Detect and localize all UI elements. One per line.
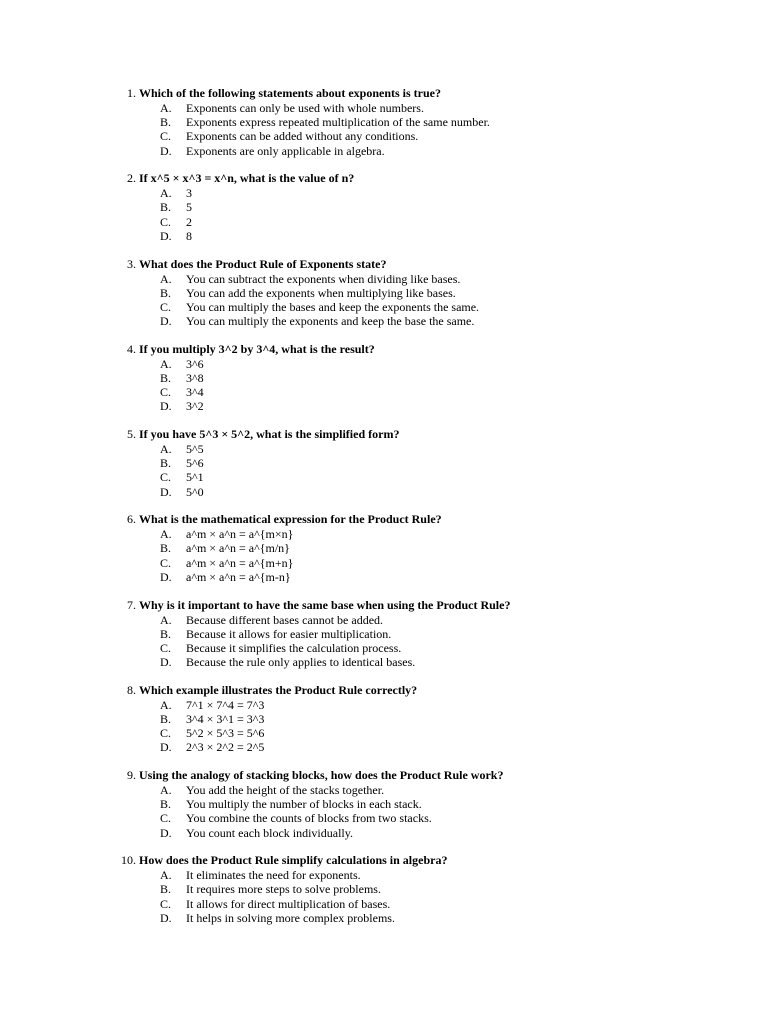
answer-option-a [0,527,768,541]
answer-option-c [0,897,768,911]
option-text: You combine the counts of blocks from two stacks. [186,811,432,826]
question-text: What is the mathematical expression for the Product Rule? [139,512,442,527]
option-letter: C. [160,640,172,655]
answer-option-b [0,541,768,555]
question-line [0,853,768,868]
option-text: Exponents can be added without any conditions. [186,129,419,144]
option-text: It eliminates the need for exponents. [186,868,361,883]
option-text: 8 [186,228,192,243]
option-text: 5 [186,200,192,215]
question-number: 6. [127,512,136,527]
option-text: You can subtract the exponents when dividing like bases. [186,271,461,286]
answer-option-a [0,186,768,200]
option-text: a^m × a^n = a^{m×n} [186,527,294,542]
answer-option-b [0,286,768,300]
option-letter: B. [160,370,172,385]
answer-option-c [0,470,768,484]
question-text: If x^5 × x^3 = x^n, what is the value of n? [139,171,355,186]
answer-option-d [0,399,768,413]
question-number: 9. [127,768,136,782]
question-2 [0,171,768,243]
option-letter: A. [160,868,172,883]
question-text: If you have 5^3 × 5^2, what is the simplified form? [139,427,400,441]
option-letter: D. [160,228,172,243]
answer-option-d [0,911,768,925]
answer-option-c [0,726,768,740]
question-9 [0,768,768,840]
option-text: It allows for direct multiplication of bases. [186,896,391,911]
option-letter: D. [160,399,172,414]
answer-options [0,527,768,584]
answer-option-b [0,882,768,896]
answer-option-d [0,826,768,840]
answer-option-b [0,371,768,385]
option-letter: A. [160,271,172,286]
option-letter: A. [160,697,172,712]
question-line [0,427,768,442]
option-text: 3^2 [186,399,204,414]
answer-options [0,613,768,670]
option-letter: B. [160,456,172,471]
question-text: What does the Product Rule of Exponents state? [139,256,387,271]
question-text: Which of the following statements about exponents is true? [139,86,441,100]
answer-option-b [0,712,768,726]
option-letter: B. [160,285,172,300]
option-letter: C. [160,299,172,314]
question-8 [0,683,768,755]
option-text: a^m × a^n = a^{m+n} [186,555,294,570]
question-line [0,86,768,101]
question-1 [0,86,768,158]
option-text: Exponents can only be used with whole numbers. [186,101,424,115]
option-text: 5^1 [186,470,204,485]
option-letter: A. [160,612,172,627]
option-text: Exponents are only applicable in algebra. [186,143,385,158]
question-10 [0,853,768,925]
option-letter: B. [160,626,172,641]
question-line [0,598,768,613]
option-letter: B. [160,711,172,726]
option-letter: C. [160,470,172,485]
answer-option-c [0,641,768,655]
option-text: Because it simplifies the calculation process. [186,640,402,655]
option-text: 7^1 × 7^4 = 7^3 [186,697,265,712]
answer-options [0,868,768,925]
option-letter: D. [160,825,172,840]
option-letter: C. [160,214,172,229]
answer-option-a [0,101,768,115]
answer-option-a [0,442,768,456]
question-4 [0,342,768,414]
option-letter: C. [160,555,172,570]
answer-option-d [0,229,768,243]
answer-option-c [0,811,768,825]
option-letter: C. [160,896,172,911]
question-text: Why is it important to have the same base when using the Product Rule? [139,597,511,612]
question-number: 7. [127,597,136,612]
option-text: 3^4 × 3^1 = 3^3 [186,711,265,726]
option-letter: A. [160,783,172,797]
question-number: 3. [127,256,136,271]
question-list [0,86,768,925]
answer-option-d [0,740,768,754]
option-text: You add the height of the stacks together. [186,783,385,797]
option-text: 5^2 × 5^3 = 5^6 [186,726,265,741]
answer-option-c [0,300,768,314]
answer-options [0,442,768,499]
option-text: It helps in solving more complex problems. [186,910,395,925]
option-text: 5^6 [186,456,204,471]
answer-option-d [0,144,768,158]
option-text: You can add the exponents when multiplying like bases. [186,285,456,300]
option-text: 3 [186,186,192,201]
option-letter: A. [160,527,172,542]
question-number: 2. [127,171,136,186]
answer-option-a [0,868,768,882]
answer-option-a [0,698,768,712]
option-letter: D. [160,740,172,755]
question-7 [0,598,768,670]
answer-option-d [0,485,768,499]
answer-option-a [0,613,768,627]
answer-option-d [0,570,768,584]
question-text: Using the analogy of stacking blocks, how does the Product Rule work? [139,768,504,782]
answer-option-b [0,115,768,129]
question-number: 8. [127,682,136,697]
option-letter: D. [160,569,172,584]
answer-option-a [0,272,768,286]
answer-options [0,698,768,755]
question-3 [0,257,768,329]
question-number: 5. [127,427,136,441]
answer-option-d [0,655,768,669]
option-letter: D. [160,314,172,329]
option-text: You can multiply the exponents and keep the base the same. [186,314,475,329]
option-text: Exponents express repeated multiplication of the same number. [186,115,490,130]
question-text: How does the Product Rule simplify calculations in algebra? [139,853,448,868]
answer-options [0,783,768,840]
question-line [0,342,768,357]
answer-option-d [0,314,768,328]
option-letter: C. [160,811,172,826]
answer-option-b [0,627,768,641]
option-text: You can multiply the bases and keep the exponents the same. [186,299,480,314]
option-letter: D. [160,484,172,499]
option-letter: D. [160,910,172,925]
answer-option-c [0,129,768,143]
option-text: a^m × a^n = a^{m-n} [186,569,291,584]
option-text: You count each block individually. [186,825,353,840]
question-line [0,512,768,527]
answer-options [0,186,768,243]
option-text: 5^5 [186,442,204,456]
option-text: 2 [186,214,192,229]
answer-option-b [0,456,768,470]
option-text: 5^0 [186,484,204,499]
question-line [0,768,768,783]
option-text: 3^6 [186,356,204,371]
question-text: If you multiply 3^2 by 3^4, what is the result? [139,341,375,356]
answer-options [0,101,768,158]
option-letter: C. [160,129,172,144]
option-text: 2^3 × 2^2 = 2^5 [186,740,265,755]
option-letter: C. [160,726,172,741]
answer-option-c [0,385,768,399]
option-text: 3^8 [186,370,204,385]
option-text: a^m × a^n = a^{m/n} [186,541,290,556]
option-text: Because the rule only applies to identical bases. [186,655,416,670]
question-6 [0,512,768,584]
option-letter: C. [160,385,172,400]
answer-options [0,357,768,414]
question-number: 1. [127,86,136,100]
option-letter: D. [160,143,172,158]
option-letter: B. [160,115,172,130]
answer-options [0,272,768,329]
option-letter: A. [160,186,172,201]
question-line [0,683,768,698]
option-letter: B. [160,797,172,812]
answer-option-a [0,357,768,371]
option-letter: D. [160,655,172,670]
question-number: 4. [127,341,136,356]
question-number: 10. [121,853,136,868]
question-text: Which example illustrates the Product Rule correctly? [139,682,418,697]
option-text: 3^4 [186,385,204,400]
question-5 [0,427,768,499]
option-letter: B. [160,541,172,556]
answer-option-c [0,215,768,229]
answer-option-a [0,783,768,797]
question-line [0,171,768,186]
option-letter: B. [160,882,172,897]
option-letter: A. [160,356,172,371]
answer-option-b [0,200,768,214]
option-text: You multiply the number of blocks in each stack. [186,797,422,812]
question-line [0,257,768,272]
option-letter: A. [160,101,172,115]
option-letter: A. [160,442,172,456]
answer-option-b [0,797,768,811]
option-text: Because different bases cannot be added. [186,612,384,627]
option-text: Because it allows for easier multiplication. [186,626,392,641]
option-text: It requires more steps to solve problems. [186,882,381,897]
option-letter: B. [160,200,172,215]
answer-option-c [0,556,768,570]
